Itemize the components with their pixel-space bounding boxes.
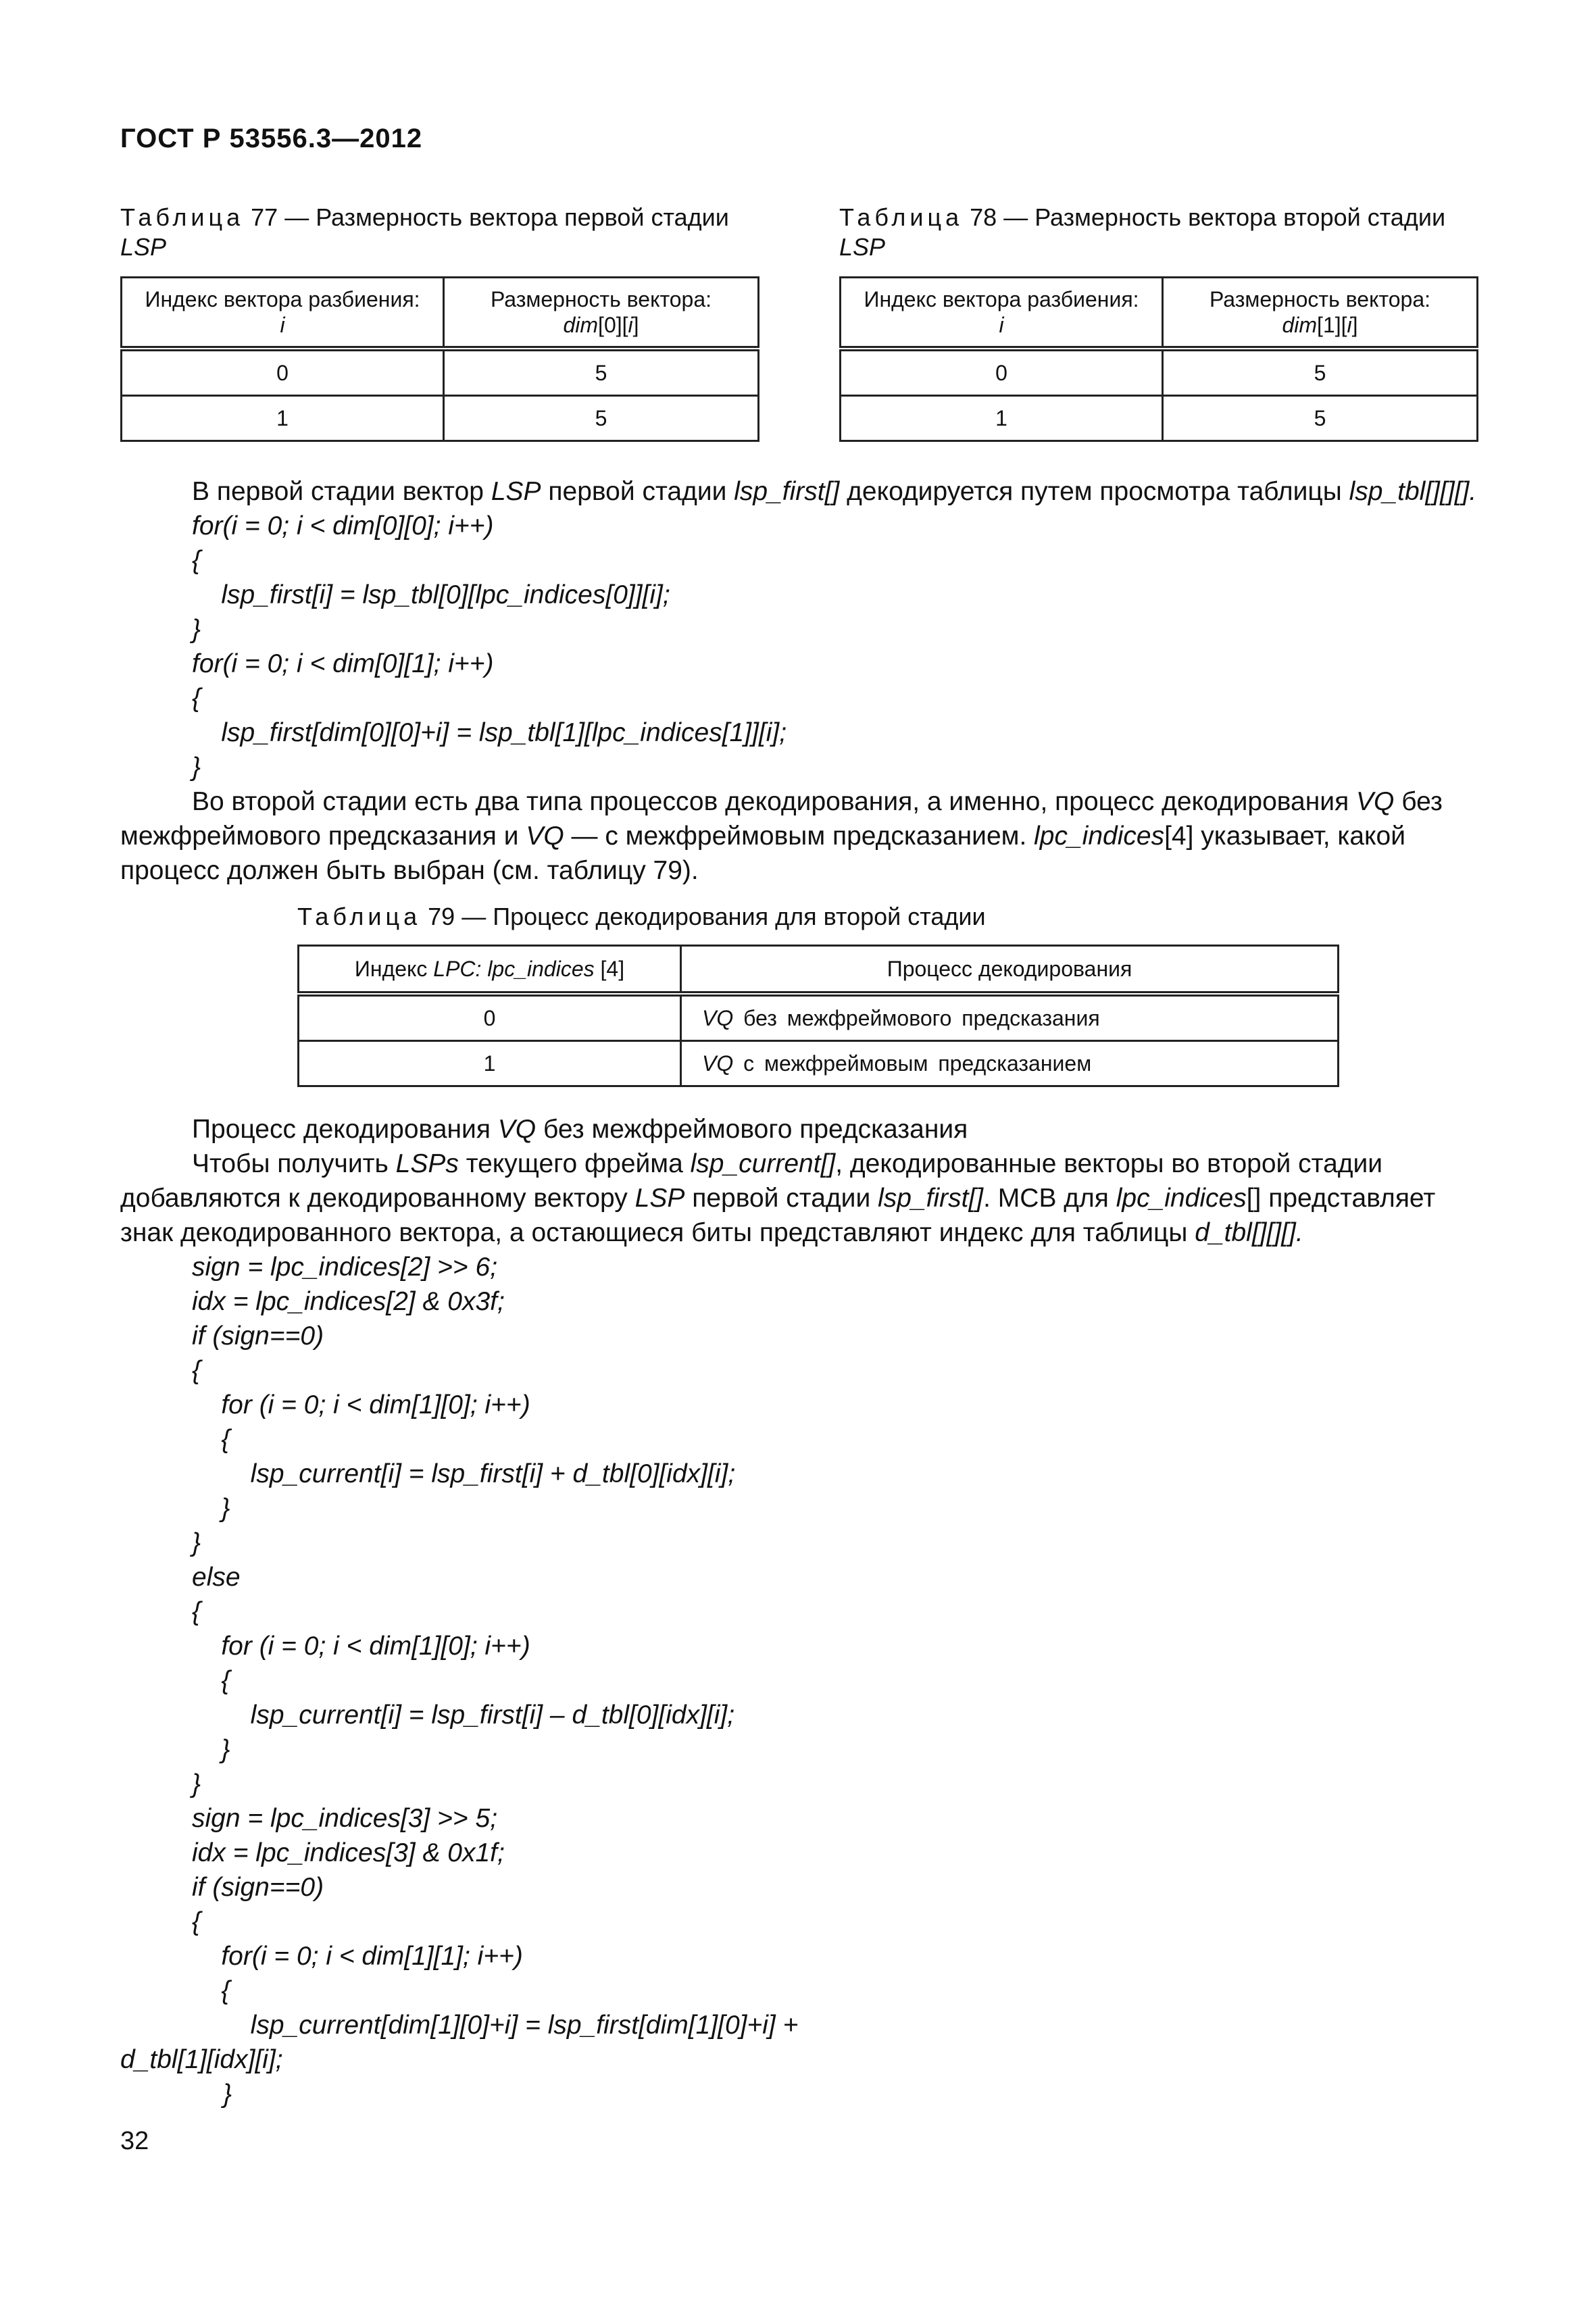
table78-caption-lsp: LSP xyxy=(839,233,886,261)
code-line: } xyxy=(192,1769,201,1799)
table-row xyxy=(841,349,1478,396)
code-line: } xyxy=(192,1528,201,1557)
code-line: idx = lpc_indices[2] & 0x3f; xyxy=(192,1287,505,1316)
table79-cell-process: VQ с межфреймовым предсказанием xyxy=(681,1041,1339,1086)
paragraph-stage1-intro: В первой стадии вектор LSP первой стадии lsp_first[] декодируется путем просмотра таблицы lsp_tbl[][][]. xyxy=(192,477,1477,506)
table79-cell-process: VQ без межфреймового предсказания xyxy=(681,994,1339,1041)
table78-cell-index: 1 xyxy=(841,396,1163,441)
code-line: } xyxy=(192,1494,230,1523)
page-number: 32 xyxy=(120,2127,149,2155)
code-line: else xyxy=(192,1563,241,1592)
code-line: if (sign==0) xyxy=(192,1873,324,1902)
code-line: } xyxy=(192,753,201,782)
paragraph-stage2-intro: Во второй стадии есть два типа процессов декодирования, а именно, процесс декодирования VQ без межфреймового предсказания и VQ — с межфреймовым предсказанием. lpc_indices[4] указывает, какой процесс должен быть выбран (см. таблицу 79). xyxy=(120,787,1443,885)
code-line-wrapped: d_tbl[1][idx][i]; xyxy=(120,2045,283,2074)
code-line: } xyxy=(192,615,201,644)
table79-caption-text: 79 — Процесс декодирования для второй стадии xyxy=(421,903,986,930)
table79-caption xyxy=(297,902,986,932)
table77-caption-word: Таблица xyxy=(120,203,245,231)
code-line: { xyxy=(192,546,201,575)
code-line: { xyxy=(192,1976,230,2005)
code-line: { xyxy=(192,1425,230,1454)
code-line: for(i = 0; i < dim[1][1]; i++) xyxy=(192,1942,523,1971)
table77-cell-index: 0 xyxy=(122,349,444,396)
table77-caption-text: 77 — Размерность вектора первой стадии xyxy=(244,203,729,231)
table79 xyxy=(297,945,1339,1087)
code-block-stage1 xyxy=(192,509,787,784)
code-line: lsp_current[i] = lsp_first[i] – d_tbl[0][idx][i]; xyxy=(192,1701,735,1730)
code-line: { xyxy=(192,1666,230,1695)
table79-caption-word: Таблица xyxy=(297,903,422,930)
table78-cell-index: 0 xyxy=(841,349,1163,396)
table-row xyxy=(122,396,759,441)
code-line: lsp_first[i] = lsp_tbl[0][lpc_indices[0]][i]; xyxy=(192,580,670,609)
code-line: if (sign==0) xyxy=(192,1322,324,1351)
table77-cell-dim: 5 xyxy=(444,349,759,396)
table78-col-dim-header: Размерность вектора: dim[1][i] xyxy=(1163,278,1478,349)
code-line: for (i = 0; i < dim[1][0]; i++) xyxy=(192,1632,530,1661)
table79-cell-index: 0 xyxy=(299,994,681,1041)
code-line: for(i = 0; i < dim[0][1]; i++) xyxy=(192,649,494,678)
code-line: idx = lpc_indices[3] & 0x1f; xyxy=(192,1838,505,1867)
code-line: sign = lpc_indices[3] >> 5; xyxy=(192,1804,498,1833)
code-line: { xyxy=(192,684,201,713)
code-line: lsp_current[i] = lsp_first[i] + d_tbl[0][idx][i]; xyxy=(192,1459,736,1488)
code-line: sign = lpc_indices[2] >> 6; xyxy=(192,1253,498,1282)
table78-col-index-header: Индекс вектора разбиения: i xyxy=(841,278,1163,349)
table77-col-dim-header: Размерность вектора: dim[0][i] xyxy=(444,278,759,349)
table78-cell-dim: 5 xyxy=(1163,349,1478,396)
table77-col-index-header: Индекс вектора разбиения: i xyxy=(122,278,444,349)
table79-cell-index: 1 xyxy=(299,1041,681,1086)
code-line: lsp_first[dim[0][0]+i] = lsp_tbl[1][lpc_indices[1]][i]; xyxy=(192,718,787,747)
table79-col-index-header: Индекс LPC: lpc_indices [4] xyxy=(299,946,681,995)
document-header: ГОСТ Р 53556.3—2012 xyxy=(120,124,423,153)
code-line-closing-brace: } xyxy=(223,2080,232,2109)
table78-caption-word: Таблица xyxy=(839,203,964,231)
table-row xyxy=(299,994,1339,1041)
table77-caption xyxy=(120,203,769,262)
code-line: for(i = 0; i < dim[0][0]; i++) xyxy=(192,511,494,540)
table-row xyxy=(841,396,1478,441)
table79-col-process-header: Процесс декодирования xyxy=(681,946,1339,995)
code-line: { xyxy=(192,1597,201,1626)
table78-cell-dim: 5 xyxy=(1163,396,1478,441)
code-line: lsp_current[dim[1][0]+i] = lsp_first[dim[1][0]+i] + xyxy=(192,2011,799,2040)
code-line: { xyxy=(192,1356,201,1385)
table78-caption-text: 78 — Размерность вектора второй стадии xyxy=(963,203,1446,231)
table78 xyxy=(839,276,1478,442)
code-line: for (i = 0; i < dim[1][0]; i++) xyxy=(192,1390,530,1419)
table-row xyxy=(122,349,759,396)
paragraph-subheading: Процесс декодирования VQ без межфреймового предсказания xyxy=(192,1115,968,1144)
table77-cell-index: 1 xyxy=(122,396,444,441)
code-line: { xyxy=(192,1907,201,1936)
table77 xyxy=(120,276,759,442)
table77-cell-dim: 5 xyxy=(444,396,759,441)
code-line: } xyxy=(192,1735,230,1764)
table-row xyxy=(299,1041,1339,1086)
paragraph-stage2-description: Чтобы получить LSPs текущего фрейма lsp_current[], декодированные векторы во второй стадии добавляются к декодированному вектору LSP первой стадии lsp_first[]. MCB для lpc_indices[] представляет знак декодированного вектора, а остающиеся биты представляют индекс для таблицы d_tbl[][][]. xyxy=(120,1149,1436,1247)
table77-caption-lsp: LSP xyxy=(120,233,167,261)
table78-caption xyxy=(839,203,1488,262)
code-block-stage2 xyxy=(192,1250,798,2042)
